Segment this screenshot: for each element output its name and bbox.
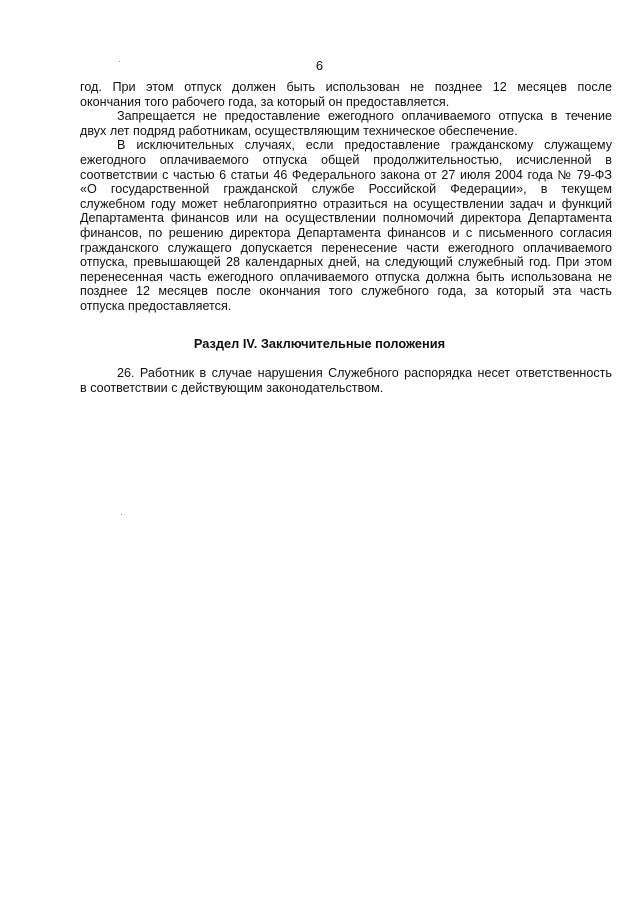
paragraph-1-line-1: год. При этом отпуск должен быть использован не позднее 12 месяцев после — [80, 80, 612, 94]
paragraph-3-line-10: перенесенная часть ежегодного оплачиваемого отпуска должна быть использована не — [80, 269, 612, 284]
scan-speck — [121, 514, 122, 515]
paragraph-2-line-1: Запрещается не предоставление ежегодного оплачиваемого отпуска в течение — [117, 109, 612, 124]
paragraph-3-line-1: В исключительных случаях, если предоставление гражданскому служащему — [117, 138, 612, 153]
paragraph-3-line-5: служебном году может неблагоприятно отразиться на осуществлении задач и функций — [80, 196, 612, 211]
paragraph-3-line-3: соответствии с частью 6 статьи 46 Федерального закона от 27 июля 2004 года № 79-ФЗ — [80, 167, 612, 182]
paragraph-3-line-11: позднее 12 месяцев после окончания того служебного года, за который эта часть — [80, 284, 612, 299]
document-body — [80, 80, 612, 314]
final-paragraph-line-1: 26. Работник в случае нарушения Служебного распорядка несет ответственность — [117, 366, 612, 380]
section-heading: Раздел IV. Заключительные положения — [193, 336, 446, 351]
paragraph-3-line-9: отпуска, превышающей 28 календарных дней, на следующий служебный год. При этом — [80, 255, 612, 270]
final-paragraph — [80, 366, 612, 395]
paragraph-3-line-6: Департамента финансов или на осуществлении полномочий директора Департамента — [80, 211, 612, 226]
paragraph-3-line-12: отпуска предоставляется. — [80, 298, 232, 313]
paragraph-2-line-2: двух лет подряд работникам, осуществляющим техническое обеспечение. — [80, 123, 518, 138]
paragraph-1-line-2: окончания того рабочего года, за который он предоставляется. — [80, 94, 450, 109]
paragraph-3-line-7: финансов, по решению директора Департамента финансов и с письменного согласия — [80, 225, 612, 240]
paragraph-3-line-2: ежегодного оплачиваемого отпуска общей продолжительностью, исчисленной в — [80, 152, 612, 167]
final-paragraph-line-2: в соответствии с действующим законодательством. — [80, 380, 384, 395]
scan-speck — [119, 61, 120, 62]
page-number: 6 — [315, 58, 324, 73]
paragraph-3-line-8: гражданского служащего допускается перенесение части ежегодного оплачиваемого — [80, 240, 612, 255]
paragraph-3-line-4: «О государственной гражданской службе Российской Федерации», в текущем — [80, 182, 612, 197]
